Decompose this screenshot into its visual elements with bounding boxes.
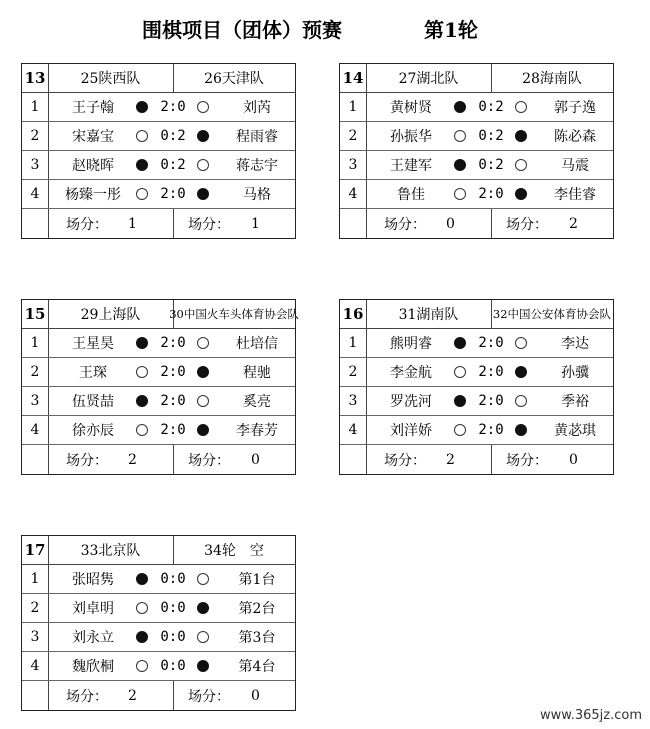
team-left: 33北京队: [80, 543, 141, 559]
board-number: 2: [340, 122, 367, 150]
white-stone-icon: [197, 101, 209, 113]
game-result: 2:0: [160, 364, 186, 380]
team-left: 25陕西队: [80, 71, 141, 87]
player-right: 马震: [561, 158, 589, 174]
player-left: 熊明睿: [390, 336, 432, 352]
score-label-left: 场分：: [384, 216, 426, 233]
player-right: 奚亮: [243, 394, 271, 410]
black-stone-icon: [454, 337, 466, 349]
board-row: [22, 652, 295, 681]
board-row: [22, 358, 295, 387]
black-stone-icon: [136, 395, 148, 407]
player-right: 第1台: [238, 572, 276, 588]
player-right: 程雨睿: [236, 129, 278, 145]
team-right: 34轮 空: [204, 543, 264, 559]
white-stone-icon: [515, 159, 527, 171]
player-right: 郭子逸: [554, 100, 596, 116]
board-number: 2: [22, 594, 49, 622]
player-left: 李金航: [390, 365, 432, 381]
black-stone-icon: [197, 660, 209, 672]
white-stone-icon: [136, 130, 148, 142]
player-left: 鲁佳: [397, 187, 425, 203]
match-table-13: [21, 63, 296, 239]
player-left: 王建军: [390, 158, 432, 174]
player-right: 李春芳: [236, 423, 278, 439]
score-label-right: 场分：: [506, 452, 548, 469]
watermark: www.365jz.com: [540, 708, 642, 723]
game-result: 2:0: [478, 186, 504, 202]
board-row: [22, 623, 295, 652]
white-stone-icon: [197, 337, 209, 349]
black-stone-icon: [454, 395, 466, 407]
player-right: 孙骥: [561, 365, 589, 381]
match-table-15: [21, 299, 299, 475]
score-right: 1: [251, 215, 260, 232]
board-row: [340, 387, 613, 416]
black-stone-icon: [136, 337, 148, 349]
score-left: 2: [446, 451, 455, 468]
player-right: 第4台: [238, 659, 276, 675]
score-row: [22, 681, 295, 710]
round-label: 第1轮: [424, 18, 478, 42]
player-right: 第3台: [238, 630, 276, 646]
game-result: 0:2: [160, 157, 186, 173]
player-right: 马格: [243, 187, 271, 203]
black-stone-icon: [515, 424, 527, 436]
player-left: 罗冼河: [390, 394, 432, 410]
score-label-right: 场分：: [188, 688, 230, 705]
board-number: 1: [22, 329, 49, 357]
game-result: 2:0: [160, 393, 186, 409]
board-row: [340, 180, 613, 209]
white-stone-icon: [136, 188, 148, 200]
team-right: 26天津队: [204, 71, 264, 87]
player-left: 黄树贤: [390, 100, 432, 116]
score-label-right: 场分：: [506, 216, 548, 233]
player-right: 第2台: [238, 601, 276, 617]
board-row: [340, 122, 613, 151]
game-result: 0:0: [160, 658, 186, 674]
player-left: 刘永立: [72, 630, 114, 646]
team-left: 29上海队: [80, 307, 141, 323]
board-number: 2: [22, 358, 49, 386]
match-number: 13: [22, 64, 49, 92]
game-result: 2:0: [160, 186, 186, 202]
match-table-16: [339, 299, 614, 475]
white-stone-icon: [515, 101, 527, 113]
game-result: 2:0: [160, 422, 186, 438]
board-row: [340, 329, 613, 358]
match-header: [22, 536, 295, 565]
board-row: [22, 565, 295, 594]
black-stone-icon: [136, 101, 148, 113]
board-row: [22, 151, 295, 180]
player-left: 赵晓晖: [72, 158, 114, 174]
white-stone-icon: [136, 602, 148, 614]
player-left: 伍贤喆: [72, 394, 114, 410]
board-number: 1: [22, 565, 49, 593]
match-number: 15: [22, 300, 49, 328]
player-left: 杨臻一彤: [65, 187, 121, 203]
score-left: 2: [128, 687, 137, 704]
player-left: 宋嘉宝: [72, 129, 114, 145]
page-header: [0, 14, 650, 48]
black-stone-icon: [197, 366, 209, 378]
white-stone-icon: [454, 130, 466, 142]
player-left: 刘洋娇: [390, 423, 432, 439]
black-stone-icon: [136, 573, 148, 585]
game-result: 2:0: [478, 364, 504, 380]
white-stone-icon: [197, 395, 209, 407]
board-number: 3: [22, 623, 49, 651]
player-right: 程驰: [243, 365, 271, 381]
board-row: [22, 594, 295, 623]
white-stone-icon: [197, 573, 209, 585]
match-number: 14: [340, 64, 367, 92]
black-stone-icon: [197, 424, 209, 436]
white-stone-icon: [136, 366, 148, 378]
player-left: 魏欣桐: [72, 659, 114, 675]
black-stone-icon: [515, 130, 527, 142]
game-result: 0:0: [160, 600, 186, 616]
black-stone-icon: [197, 130, 209, 142]
team-right: 32中国公安体育协会队: [492, 307, 612, 321]
player-right: 刘芮: [243, 100, 271, 116]
game-result: 0:2: [478, 128, 504, 144]
game-result: 2:0: [478, 393, 504, 409]
board-row: [22, 122, 295, 151]
score-right: 0: [251, 687, 260, 704]
score-left: 1: [128, 215, 137, 232]
player-right: 李达: [561, 336, 589, 352]
score-row: [22, 445, 295, 474]
board-number: 1: [340, 329, 367, 357]
match-header: [22, 64, 295, 93]
board-row: [340, 93, 613, 122]
match-table-17: [21, 535, 296, 711]
board-number: 2: [22, 122, 49, 150]
player-left: 王琛: [79, 365, 107, 381]
team-right: 30中国火车头体育协会队: [169, 307, 299, 321]
player-right: 黄苾琪: [554, 423, 596, 439]
white-stone-icon: [454, 188, 466, 200]
player-left: 王星昊: [72, 336, 114, 352]
score-row: [340, 209, 613, 238]
team-left: 27湖北队: [398, 71, 459, 87]
board-number: 1: [340, 93, 367, 121]
score-label-left: 场分：: [66, 216, 108, 233]
game-result: 0:2: [478, 99, 504, 115]
board-row: [22, 180, 295, 209]
match-number: 17: [22, 536, 49, 564]
game-result: 2:0: [160, 335, 186, 351]
score-right: 0: [569, 451, 578, 468]
score-label-left: 场分：: [384, 452, 426, 469]
black-stone-icon: [136, 631, 148, 643]
score-right: 2: [569, 215, 578, 232]
game-result: 0:0: [160, 571, 186, 587]
match-header: [340, 300, 613, 329]
board-row: [340, 416, 613, 445]
black-stone-icon: [197, 602, 209, 614]
match-number: 16: [340, 300, 367, 328]
board-number: 3: [340, 387, 367, 415]
score-row: [340, 445, 613, 474]
game-result: 0:2: [160, 128, 186, 144]
board-number: 4: [340, 416, 367, 444]
score-left: 0: [446, 215, 455, 232]
board-row: [22, 416, 295, 445]
board-row: [22, 387, 295, 416]
game-result: 2:0: [478, 422, 504, 438]
game-result: 0:2: [478, 157, 504, 173]
white-stone-icon: [454, 424, 466, 436]
board-number: 3: [22, 387, 49, 415]
score-label-left: 场分：: [66, 452, 108, 469]
board-number: 4: [22, 180, 49, 208]
game-result: 2:0: [478, 335, 504, 351]
board-number: 2: [340, 358, 367, 386]
board-row: [340, 151, 613, 180]
black-stone-icon: [515, 366, 527, 378]
player-left: 孙振华: [390, 129, 432, 145]
score-label-left: 场分：: [66, 688, 108, 705]
board-number: 4: [22, 416, 49, 444]
black-stone-icon: [136, 159, 148, 171]
player-right: 季裕: [561, 394, 589, 410]
team-right: 28海南队: [522, 71, 582, 87]
player-right: 蒋志宇: [236, 158, 278, 174]
game-result: 2:0: [160, 99, 186, 115]
board-row: [340, 358, 613, 387]
board-number: 4: [22, 652, 49, 680]
team-left: 31湖南队: [398, 307, 459, 323]
white-stone-icon: [454, 366, 466, 378]
white-stone-icon: [515, 395, 527, 407]
player-left: 刘卓明: [72, 601, 114, 617]
white-stone-icon: [197, 159, 209, 171]
black-stone-icon: [197, 188, 209, 200]
player-right: 杜培信: [236, 336, 278, 352]
score-label-right: 场分：: [188, 216, 230, 233]
white-stone-icon: [136, 660, 148, 672]
game-result: 0:0: [160, 629, 186, 645]
board-row: [22, 329, 295, 358]
match-header: [22, 300, 299, 329]
board-number: 3: [22, 151, 49, 179]
player-right: 陈必森: [554, 129, 596, 145]
score-right: 0: [251, 451, 260, 468]
player-right: 李佳睿: [554, 187, 596, 203]
score-label-right: 场分：: [188, 452, 230, 469]
board-number: 4: [340, 180, 367, 208]
player-left: 王子翰: [72, 100, 114, 116]
score-left: 2: [128, 451, 137, 468]
player-left: 徐亦辰: [72, 423, 114, 439]
black-stone-icon: [515, 188, 527, 200]
score-row: [22, 209, 295, 238]
board-number: 3: [340, 151, 367, 179]
white-stone-icon: [197, 631, 209, 643]
black-stone-icon: [454, 159, 466, 171]
black-stone-icon: [454, 101, 466, 113]
white-stone-icon: [136, 424, 148, 436]
match-table-14: [339, 63, 614, 239]
board-number: 1: [22, 93, 49, 121]
board-row: [22, 93, 295, 122]
match-header: [340, 64, 613, 93]
page-title: 围棋项目（团体）预赛: [142, 18, 342, 42]
white-stone-icon: [515, 337, 527, 349]
player-left: 张昭隽: [72, 572, 114, 588]
